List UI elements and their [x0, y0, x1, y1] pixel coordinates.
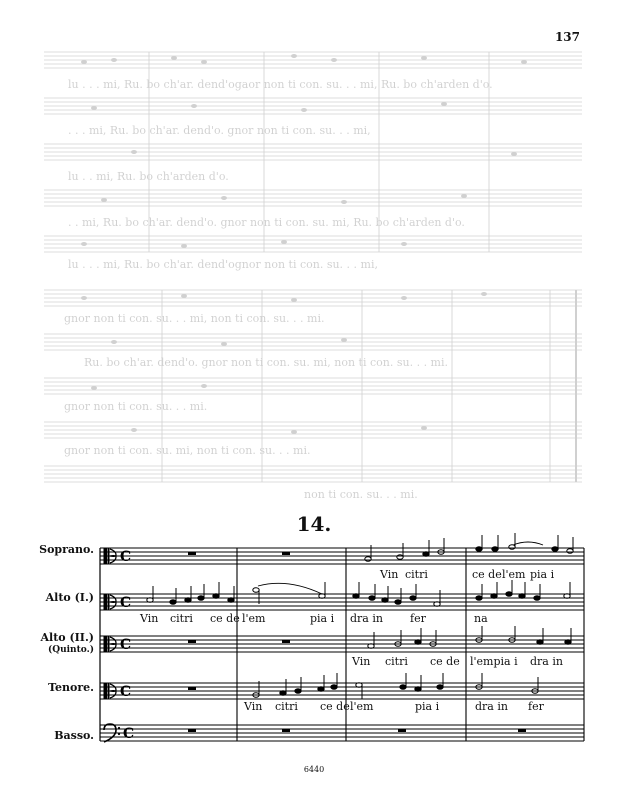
lyric-tenore: citri	[275, 700, 298, 713]
voice-label-alto-2-name: Alto (II.)	[40, 631, 94, 644]
lyric-tenore: pia i	[415, 700, 440, 713]
voice-label-basso: Basso.	[54, 729, 94, 742]
lyric-alto-2: citri	[385, 655, 408, 668]
lyric-alto-2: l'empia i	[470, 655, 518, 668]
lyric-tenore: ce de	[320, 700, 350, 713]
plate-number: 6440	[303, 765, 325, 774]
lyric-alto-1: citri	[170, 612, 193, 625]
lyric-alto-2: Vin	[352, 655, 371, 668]
faded-lyric-row: gnor non ti con. su. . . mi, non ti con. su. . . mi.	[64, 312, 325, 325]
lyric-tenore: fer	[528, 700, 544, 713]
faded-lyric-row: . . . mi, Ru. bo ch'ar. dend'o. gnor non ti con. su. . . mi,	[68, 124, 371, 137]
lyric-soprano: ce de	[472, 568, 502, 581]
faded-lyric-row: . . mi, Ru. bo ch'ar. dend'o. gnor non ti con. su. mi, Ru. bo ch'arden d'o.	[68, 216, 465, 229]
c-clef-icon	[104, 548, 116, 564]
lyric-alto-1: l'em	[242, 612, 266, 625]
lyric-alto-1: dra in	[350, 612, 383, 625]
faded-lyric-row: lu . . . mi, Ru. bo ch'ar. dend'ognor non ti con. su. . . mi,	[68, 258, 378, 271]
faded-lyric-row: gnor non ti con. su. . . mi.	[64, 400, 208, 413]
lyric-alto-1: fer	[410, 612, 426, 625]
faded-lyric-row: lu . . mi, Ru. bo ch'arden d'o.	[68, 170, 229, 183]
c-clef-icon	[104, 594, 116, 610]
lyric-alto-1: pia i	[310, 612, 335, 625]
lyric-soprano: Vin	[380, 568, 399, 581]
voice-label-tenore: Tenore.	[48, 681, 94, 694]
lyric-tenore: l'em	[350, 700, 374, 713]
svg-text:C: C	[120, 684, 132, 700]
lyric-soprano: pia i	[530, 568, 555, 581]
faded-lyric-row: Ru. bo ch'ar. dend'o. gnor non ti con. su. mi, non ti con. su. . . mi.	[84, 356, 449, 369]
notes-soprano	[365, 533, 573, 561]
svg-text:C: C	[123, 726, 135, 742]
page-number: 137	[554, 30, 580, 44]
staff-alto-2	[100, 636, 584, 652]
faded-lyric-row: non ti con. su. . . mi.	[304, 488, 418, 501]
lyric-tenore: dra in	[475, 700, 508, 713]
svg-text:C: C	[120, 637, 132, 653]
lyric-alto-2: ce de	[430, 655, 460, 668]
lyric-tenore: Vin	[244, 700, 263, 713]
staff-soprano	[100, 548, 584, 564]
c-clef-icon	[104, 636, 116, 652]
lyric-alto-1: ce de	[210, 612, 240, 625]
voice-label-alto-1: Alto (I.)	[45, 591, 94, 604]
staff-basso	[100, 725, 584, 741]
time-signature-icon	[120, 549, 134, 742]
section-number: 14.	[296, 512, 332, 536]
lyric-alto-1: Vin	[140, 612, 159, 625]
staff-tenore	[100, 683, 584, 699]
svg-text:C: C	[120, 595, 132, 611]
lyric-soprano: citri	[405, 568, 428, 581]
lyric-alto-1: na	[474, 612, 488, 625]
voice-label-soprano: Soprano.	[39, 543, 94, 556]
lyric-soprano: l'em	[502, 568, 526, 581]
svg-text:C: C	[120, 549, 132, 565]
faded-lyric-row: gnor non ti con. su. mi, non ti con. su. . . mi.	[64, 444, 311, 457]
notes-alto-2	[368, 626, 571, 648]
voice-label-alto-2-sub: (Quinto.)	[48, 645, 94, 655]
lyric-alto-2: dra in	[530, 655, 563, 668]
c-clef-icon	[104, 683, 116, 699]
faded-lyric-row: lu . . . mi, Ru. bo ch'ar. dend'ogaor non ti con. su. . . mi, Ru. bo ch'arden d'o.	[68, 78, 493, 91]
